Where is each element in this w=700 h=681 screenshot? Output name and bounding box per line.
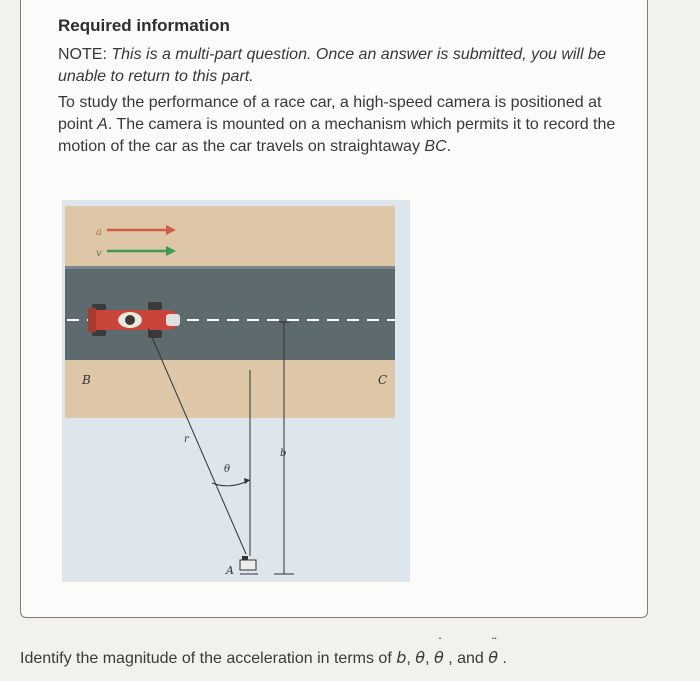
prompt-end: . [498, 650, 507, 667]
label-a: a [96, 227, 102, 238]
note-paragraph [58, 44, 618, 88]
statement-part-1: To study the performance of a race car, a high-speed camera is positioned at point [58, 94, 602, 133]
label-b: b [280, 448, 287, 459]
required-info-heading: Required information [58, 16, 230, 35]
symbol-b: b [396, 648, 407, 667]
prompt-sep-1: , [406, 650, 416, 667]
acceleration-prompt [20, 648, 507, 668]
race-car-camera-figure [62, 200, 410, 582]
label-theta: θ [224, 464, 231, 475]
note-text: This is a multi-part question. Once an answer is submitted, you will be unable to return to this part. [58, 46, 606, 85]
problem-statement [58, 92, 618, 158]
note-prefix: NOTE: [58, 46, 107, 63]
label-r: r [184, 434, 189, 445]
statement-part-3: . [446, 138, 452, 155]
symbol-theta: θ [415, 648, 426, 667]
label-b-point: B [82, 373, 91, 387]
prompt-sep-2: , [425, 650, 434, 667]
prompt-sep-3: , and [443, 650, 489, 667]
label-a-point: A [226, 564, 234, 577]
point-a-ref: A [97, 116, 108, 133]
road-edge-top [65, 266, 395, 269]
bottom-sand-strip [65, 360, 395, 418]
label-v: v [96, 248, 102, 259]
label-c-point: C [378, 373, 388, 387]
symbol-theta-ddot: ¨ θ [488, 648, 498, 667]
prompt-text: Identify the magnitude of the acceleration in terms of [20, 650, 397, 667]
symbol-theta-dot: ˙ θ [434, 648, 444, 667]
segment-bc-ref: BC [424, 138, 447, 155]
top-sand-strip [65, 206, 395, 268]
statement-part-2: . The camera is mounted on a mechanism which permits it to record the motion of the car as the car travels on straightaway [58, 116, 616, 155]
